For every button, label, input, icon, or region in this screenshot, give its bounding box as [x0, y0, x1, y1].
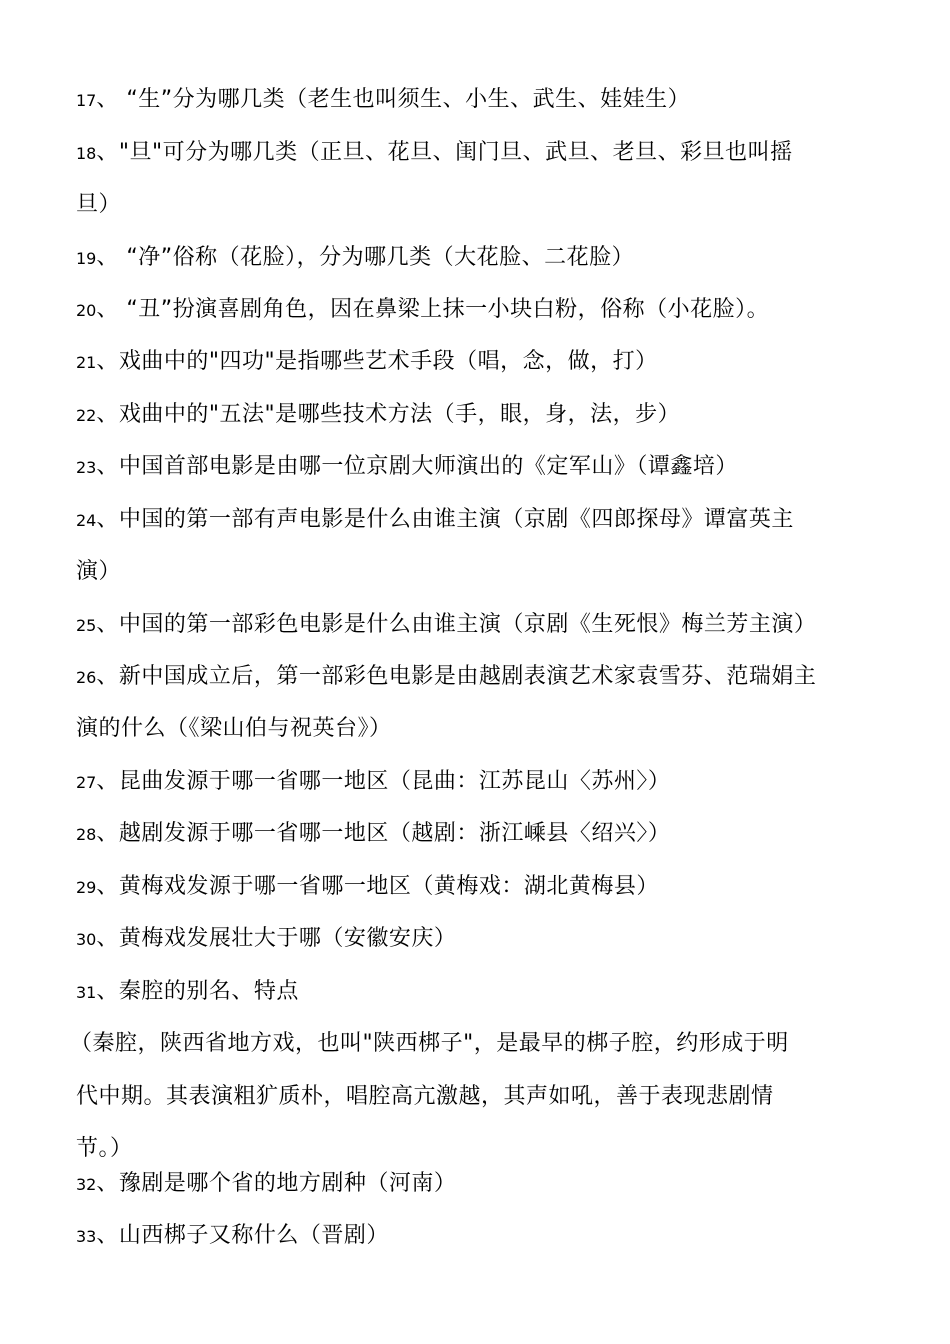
- question-number: 21: [76, 353, 97, 372]
- question-number: 26: [76, 668, 97, 687]
- question-29: [76, 870, 876, 904]
- question-24-continuation: [76, 555, 876, 589]
- question-text: 、黄梅戏发源于哪一省哪一地区（黄梅戏：湖北黄梅县）: [96, 874, 659, 899]
- question-32: [76, 1167, 876, 1201]
- question-18-continuation: [76, 188, 876, 222]
- question-text: 、中国的第一部有声电影是什么由谁主演（京剧《四郎探母》谭富英主: [96, 507, 794, 532]
- question-28: [76, 817, 876, 851]
- question-33: [76, 1219, 876, 1253]
- answer-text: 代中期。其表演粗犷质朴，唱腔高亢激越，其声如吼，善于表现悲剧情: [76, 1084, 774, 1109]
- question-text: 、昆曲发源于哪一省哪一地区（昆曲：江苏昆山〈苏州〉）: [96, 769, 671, 794]
- question-17: [76, 83, 876, 117]
- question-26-continuation: [76, 712, 876, 746]
- question-text: 演）: [76, 559, 122, 584]
- question-31-answer-line-3: [76, 1132, 876, 1166]
- question-number: 27: [76, 773, 97, 792]
- question-number: 29: [76, 878, 97, 897]
- question-number: 20: [76, 301, 97, 320]
- question-23: [76, 450, 876, 484]
- question-text: 、中国的第一部彩色电影是什么由谁主演（京剧《生死恨》梅兰芳主演）: [96, 612, 817, 637]
- question-number: 22: [76, 406, 97, 425]
- question-number: 19: [76, 249, 97, 268]
- answer-text: 节。）: [76, 1136, 133, 1161]
- question-number: 23: [76, 458, 97, 477]
- question-25: [76, 608, 876, 642]
- question-number: 18: [76, 144, 97, 163]
- question-number: 28: [76, 825, 97, 844]
- question-text: 、新中国成立后，第一部彩色电影是由越剧表演艺术家袁雪芬、范瑞娟主: [96, 664, 817, 689]
- question-20: [76, 293, 876, 327]
- question-text: 、豫剧是哪个省的地方剧种（河南）: [96, 1171, 457, 1196]
- question-31-answer-line-2: [76, 1080, 876, 1114]
- question-31-answer-line-1: [70, 1027, 870, 1061]
- question-text: 、戏曲中的"五法"是哪些技术方法（手，眼，身，法，步）: [96, 402, 681, 427]
- question-text: 、黄梅戏发展壮大于哪（安徽安庆）: [96, 926, 457, 951]
- question-text: 、 “净”俗称（花脸），分为哪几类（大花脸、二花脸）: [96, 245, 635, 270]
- answer-text: （秦腔，陕西省地方戏，也叫"陕西梆子"，是最早的梆子腔，约形成于明: [70, 1031, 789, 1056]
- question-18: [76, 136, 876, 170]
- question-22: [76, 398, 876, 432]
- question-27: [76, 765, 876, 799]
- question-number: 25: [76, 616, 97, 635]
- question-text: 演的什么（《梁山伯与祝英台》）: [76, 716, 392, 741]
- question-19: [76, 241, 876, 275]
- question-number: 17: [76, 91, 97, 110]
- question-24: [76, 503, 876, 537]
- question-number: 24: [76, 511, 97, 530]
- question-number: 30: [76, 930, 97, 949]
- question-text: 、 “生”分为哪几类（老生也叫须生、小生、武生、娃娃生）: [96, 87, 691, 112]
- question-26: [76, 660, 876, 694]
- question-31: [76, 975, 876, 1009]
- question-text: 、戏曲中的"四功"是指哪些艺术手段（唱，念，做，打）: [96, 349, 658, 374]
- question-number: 33: [76, 1227, 97, 1246]
- question-text: 旦）: [76, 192, 122, 217]
- question-21: [76, 345, 876, 379]
- question-text: 、越剧发源于哪一省哪一地区（越剧：浙江嵊县〈绍兴〉）: [96, 821, 671, 846]
- question-text: 、 “丑”扮演喜剧角色，因在鼻梁上抹一小块白粉，俗称（小花脸）。: [96, 297, 770, 322]
- question-text: 、中国首部电影是由哪一位京剧大师演出的《定军山》（谭鑫培）: [96, 454, 738, 479]
- question-text: 、"旦"可分为哪几类（正旦、花旦、闺门旦、武旦、老旦、彩旦也叫摇: [96, 140, 793, 165]
- question-number: 32: [76, 1175, 97, 1194]
- question-text: 、山西梆子又称什么（晋剧）: [96, 1223, 389, 1248]
- question-30: [76, 922, 876, 956]
- question-text: 、秦腔的别名、特点: [96, 979, 299, 1004]
- question-number: 31: [76, 983, 97, 1002]
